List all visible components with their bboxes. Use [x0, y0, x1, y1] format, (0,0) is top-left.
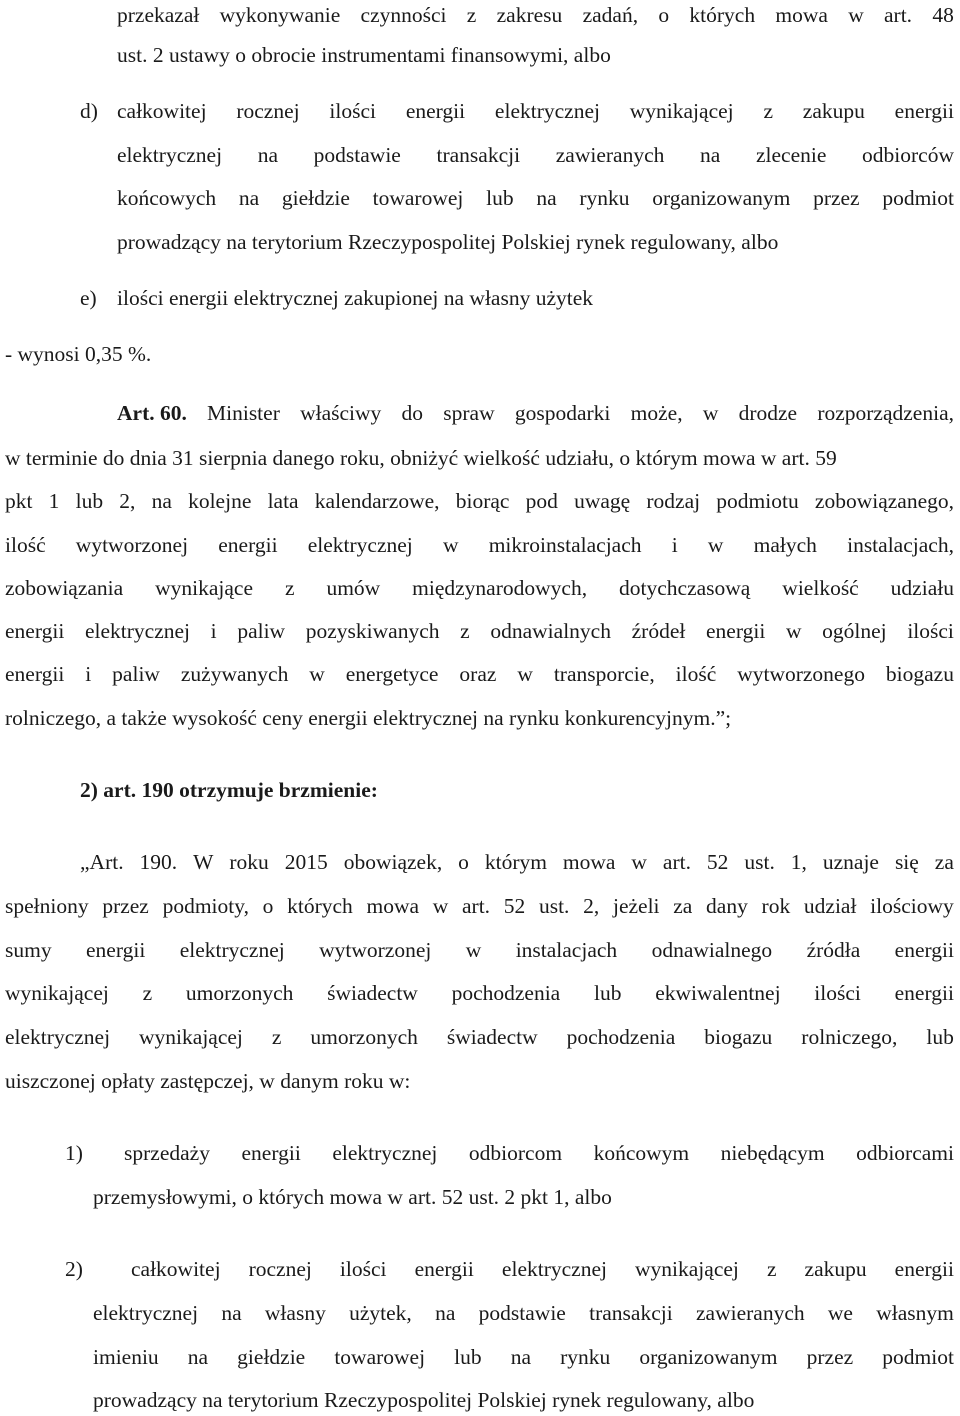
list-item-line: przemysłowymi, o których mowa w art. 52 ust. 2 pkt 1, albo	[93, 1185, 612, 1209]
paragraph-line: przekazał wykonywanie czynności z zakresu zadań, o których mowa w art. 48	[117, 3, 954, 27]
article-heading: Art. 60.	[117, 401, 187, 425]
list-item-line: elektrycznej na podstawie transakcji zawieranych na zlecenie odbiorców	[117, 143, 954, 167]
article-line: energii elektrycznej i paliw pozyskiwanych z odnawialnych źródeł energii w ogólnej ilości	[5, 619, 954, 643]
list-item-line: ilości energii elektrycznej zakupionej na własny użytek	[117, 286, 594, 310]
amendment-heading: 2) art. 190 otrzymuje brzmienie:	[80, 778, 378, 802]
list-item-line: prowadzący na terytorium Rzeczypospolitej Polskiej rynek regulowany, albo	[93, 1388, 755, 1412]
article-line: rolniczego, a także wysokość ceny energii elektrycznej na rynku konkurencyjnym.”;	[5, 706, 732, 730]
list-item-line: całkowitej rocznej ilości energii elektrycznej wynikającej z zakupu energii	[117, 99, 954, 123]
article-line: zobowiązania wynikające z umów międzynarodowych, dotychczasową wielkość udziału	[5, 576, 954, 600]
list-item-marker: 2)	[65, 1257, 83, 1281]
paragraph-line: - wynosi 0,35 %.	[5, 342, 152, 366]
article-line: pkt 1 lub 2, na kolejne lata kalendarzowe, biorąc pod uwagę rodzaj podmiotu zobowiązanego,	[5, 489, 954, 513]
article-line: uiszczonej opłaty zastępczej, w danym roku w:	[5, 1069, 411, 1093]
list-item-line: sprzedaży energii elektrycznej odbiorcom końcowym niebędącym odbiorcami	[124, 1141, 954, 1165]
paragraph-line: ust. 2 ustawy o obrocie instrumentami finansowymi, albo	[117, 43, 611, 67]
list-item-line: całkowitej rocznej ilości energii elektrycznej wynikającej z zakupu energii	[131, 1257, 954, 1281]
article-line: „Art. 190. W roku 2015 obowiązek, o którym mowa w art. 52 ust. 1, uznaje się za	[80, 850, 954, 874]
article-line: Minister właściwy do spraw gospodarki może, w drodze rozporządzenia,	[207, 401, 954, 425]
article-line: spełniony przez podmioty, o których mowa w art. 52 ust. 2, jeżeli za dany rok udział ilościowy	[5, 894, 954, 918]
list-item-marker: d)	[80, 99, 98, 123]
article-line: ilość wytworzonej energii elektrycznej w mikroinstalacjach i w małych instalacjach,	[5, 533, 954, 557]
list-item-line: elektrycznej na własny użytek, na podstawie transakcji zawieranych we własnym	[93, 1301, 954, 1325]
article-line: energii i paliw zużywanych w energetyce oraz w transporcie, ilość wytworzonego biogazu	[5, 662, 954, 686]
list-item-marker: e)	[80, 286, 97, 310]
list-item-line: imieniu na giełdzie towarowej lub na rynku organizowanym przez podmiot	[93, 1345, 954, 1369]
article-line: w terminie do dnia 31 sierpnia danego roku, obniżyć wielkość udziału, o którym mowa w art. 59	[5, 446, 837, 470]
article-line: elektrycznej wynikającej z umorzonych świadectw pochodzenia biogazu rolniczego, lub	[5, 1025, 954, 1049]
article-line: sumy energii elektrycznej wytworzonej w instalacjach odnawialnego źródła energii	[5, 938, 954, 962]
list-item-marker: 1)	[65, 1141, 83, 1165]
list-item-line: prowadzący na terytorium Rzeczypospolitej Polskiej rynek regulowany, albo	[117, 230, 779, 254]
list-item-line: końcowych na giełdzie towarowej lub na rynku organizowanym przez podmiot	[117, 186, 954, 210]
article-line: wynikającej z umorzonych świadectw pochodzenia lub ekwiwalentnej ilości energii	[5, 981, 954, 1005]
